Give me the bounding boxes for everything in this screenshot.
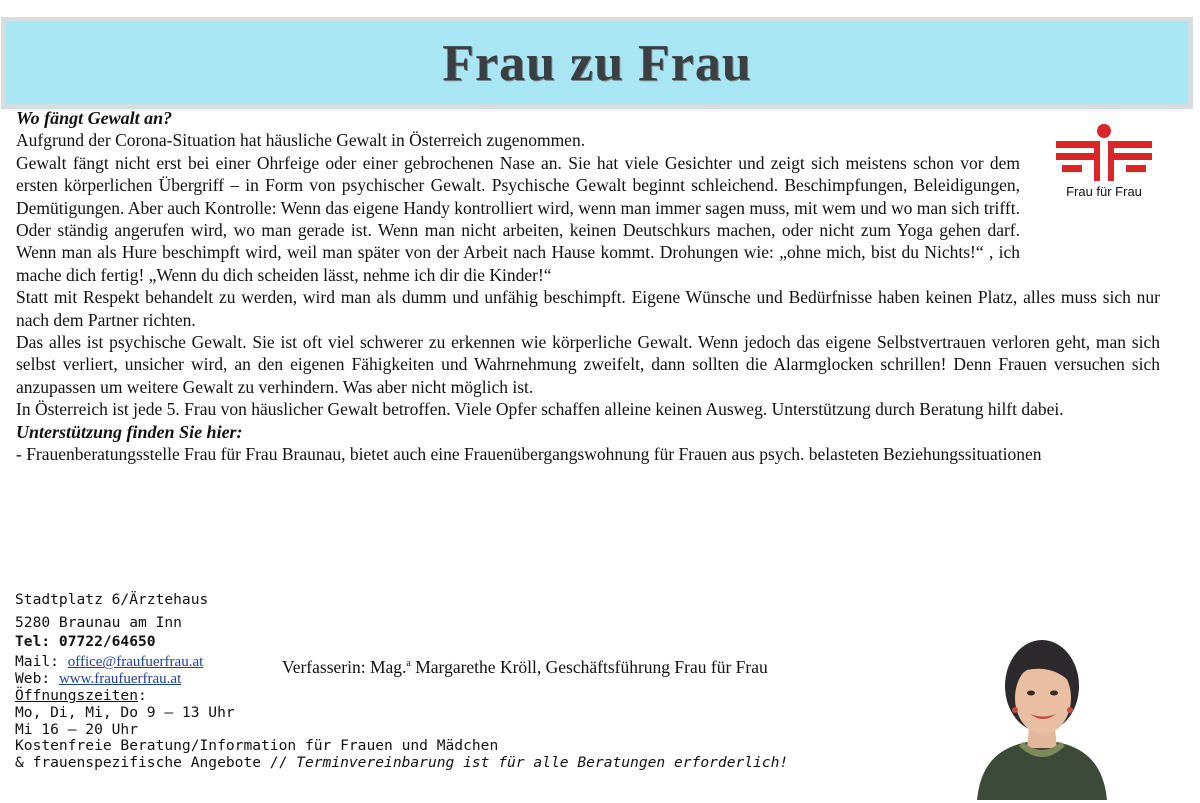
page-title: Frau zu Frau (442, 34, 752, 92)
author-label: Verfasserin: Mag. (282, 657, 407, 677)
author-title-superscript: a (406, 658, 411, 670)
paragraph-recognition: Das alles ist psychische Gewalt. Sie ist oft viel schwerer zu erkennen wie körperliche Gewalt. Wenn jedoch das eigene Selbstvertrauen verloren geht, man sich selbst verliert, unsicher wird, an den eigenen Fähigkeiten und Wahrnehmung zweifelt, dann sollten die Alarmglocken schrillen! Denn Frauen versuchen sich anzupassen um weitere Gewalt zu verhindern. Was aber nicht möglich ist. (16, 332, 1160, 397)
contact-block (15, 591, 789, 772)
article-heading: Wo fängt Gewalt an? (16, 108, 173, 128)
logo-wrap-space (1020, 152, 1160, 242)
appointment-note: Terminvereinbarung ist für alle Beratungen erforderlich! (296, 754, 789, 772)
title-banner (6, 22, 1188, 104)
paragraph-respect: Statt mit Respekt behandelt zu werden, wird man als dumm und unfähig beschimpft. Eigene Wünsche und Bedürfnisse haben keinen Platz, alles muss sich nur nach dem Partner richten. (16, 287, 1160, 330)
paragraph-statistics: In Österreich ist jede 5. Frau von häuslicher Gewalt betroffen. Viele Opfer schaffen alleine keinen Ausweg. Unterstützung durch Beratung hilft dabei. (16, 399, 1064, 420)
web-link[interactable]: www.fraufuerfrau.at (58, 671, 182, 688)
article (16, 107, 1160, 466)
author-line (282, 657, 768, 678)
service-info: Kostenfreie Beratung/Information für Frauen und Mädchen (15, 737, 499, 755)
support-heading: Unterstützung finden Sie hier: (16, 421, 243, 442)
support-list-item: - Frauenberatungsstelle Frau für Frau Braunau, bietet auch eine Frauenübergangswohnung für Frauen aus psych. belasteten Beziehungssituationen (16, 444, 1042, 465)
hours-wednesday: Mi 16 – 20 Uhr (15, 720, 139, 738)
phone-number: Tel: 07722/64650 (15, 632, 156, 650)
hours-title: Öffnungszeiten (15, 686, 139, 704)
web-label: Web: (15, 670, 51, 688)
address-city: 5280 Braunau am Inn (15, 613, 182, 631)
intro-paragraph: Aufgrund der Corona-Situation hat häusliche Gewalt in Österreich zugenommen. (16, 130, 586, 151)
hours-title-row: Öffnungszeiten: (15, 686, 147, 704)
author-name: Margarethe Kröll, Geschäftsführung Frau für Frau (410, 657, 768, 677)
mail-label: Mail: (15, 653, 59, 671)
hours-weekdays: Mo, Di, Mi, Do 9 – 13 Uhr (15, 703, 235, 721)
logo-caption: Frau für Frau (1066, 184, 1142, 199)
appointment-info (15, 754, 789, 772)
author-portrait (957, 618, 1127, 800)
paragraph-psychological-violence: Gewalt fängt nicht erst bei einer Ohrfeige oder einer gebrochenen Nase an. Sie hat viele Gesichter und zeigt sich meistens schon vor dem ersten körperlichen Übergriff – in Form von psychischer Gewalt. Psychische Gewalt beginnt schleichend. Beschimpfungen, Beleidigungen, Demütigungen. Aber auch Kontrolle: Wenn das eigene Handy kontrolliert wird, wenn man immer sagen muss, mit wem und wo man sich trifft. Oder ständig angerufen wird, wo man gerade ist. Wenn man nicht arbeiten, keinen Deutschkurs machen, oder nicht zum Yoga gehen darf. Wenn man als Hure beschimpft wird, weil man später von der Arbeit nach Hause kommt. Drohungen wie: „ohne mich, bist du Nichts!“ , ich mache dich fertig! „Wenn du dich scheiden lässt, nehme ich dir die Kinder!“ (16, 152, 1020, 285)
mail-link[interactable]: office@fraufuerfrau.at (67, 654, 204, 671)
address-street: Stadtplatz 6/Ärztehaus (15, 591, 209, 608)
offers-text: & frauenspezifische Angebote // (15, 754, 297, 772)
